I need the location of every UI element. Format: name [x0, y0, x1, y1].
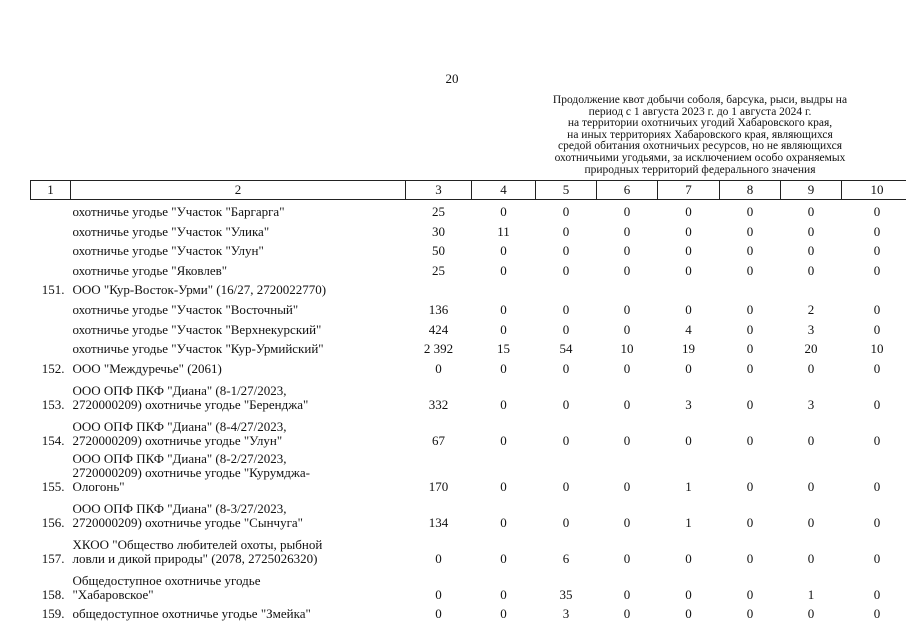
name-line: ловли и дикой природы" (2078, 2725026320) — [72, 550, 318, 566]
quota-value-col-8: 0 — [746, 478, 754, 494]
column-header: 2 — [71, 181, 406, 200]
table-row — [31, 602, 906, 622]
quota-value-col-9: 0 — [807, 360, 815, 376]
table-row — [31, 566, 906, 602]
quota-value-col-6: 0 — [623, 360, 631, 376]
quota-value-col-6: 0 — [623, 478, 631, 494]
quota-value-col-6: 0 — [623, 432, 631, 448]
quota-value-col-8: 0 — [746, 223, 754, 239]
header-line: Продолжение квот добычи соболя, барсука, рыси, выдры на — [552, 94, 848, 106]
quota-value-col-4: 15 — [497, 341, 510, 357]
table-row — [31, 530, 906, 566]
name-line: охотничье угодье "Участок "Восточный" — [72, 302, 299, 318]
column-header: 9 — [781, 181, 842, 200]
name-line: общедоступное охотничье угодье "Змейка" — [72, 606, 311, 622]
quota-value-col-5: 0 — [562, 243, 570, 259]
quota-value-col-3: 0 — [435, 360, 442, 376]
quota-value-col-4: 0 — [500, 586, 507, 602]
quota-value-col-10: 10 — [870, 341, 884, 357]
quota-value-col-4: 0 — [500, 432, 507, 448]
quota-value-col-8: 0 — [746, 432, 754, 448]
quota-value-col-3: 25 — [432, 204, 445, 220]
quota-value-col-10: 0 — [873, 586, 881, 602]
column-header: 6 — [597, 181, 658, 200]
quota-value-col-5: 0 — [562, 396, 570, 412]
quota-value-col-8: 0 — [746, 360, 754, 376]
quota-value-col-3: 134 — [428, 514, 449, 530]
column-header: 3 — [406, 181, 472, 200]
hunting-ground-name — [71, 494, 406, 530]
header-line: на иных территориях Хабаровского края, являющихся — [567, 128, 833, 141]
column-number-header — [31, 181, 906, 200]
quota-value-col-7: 1 — [685, 514, 692, 530]
quota-value-col-8: 0 — [746, 341, 754, 357]
quota-value-col-9: 0 — [807, 262, 815, 278]
quota-value-col-9: 0 — [807, 478, 815, 494]
quota-value-col-3: 136 — [428, 302, 449, 318]
quota-value-col-6: 0 — [623, 514, 631, 530]
table-row — [31, 448, 906, 494]
row-number: 154. — [41, 432, 65, 448]
quota-value-col-7: 0 — [685, 262, 692, 278]
quota-value-col-9: 0 — [807, 432, 815, 448]
row-number: 159. — [41, 606, 65, 622]
quota-value-col-9: 0 — [807, 243, 815, 259]
quota-value-col-5: 0 — [562, 302, 570, 318]
table-row — [31, 376, 906, 412]
row-number: 157. — [41, 550, 65, 566]
table-row — [31, 258, 906, 278]
quota-value-col-6 — [597, 278, 658, 298]
row-number: 152. — [41, 360, 65, 376]
quota-value-col-7: 1 — [685, 478, 692, 494]
quota-value-col-10: 0 — [873, 432, 881, 448]
hunting-ground-name — [71, 258, 406, 278]
name-line: 2720000209) охотничье угодье "Беренджа" — [72, 396, 309, 412]
name-line: охотничье угодье "Участок "Верхнекурский" — [72, 321, 322, 337]
quota-value-col-10 — [842, 278, 906, 298]
quota-value-col-5: 0 — [562, 478, 570, 494]
hunting-ground-name — [71, 376, 406, 412]
name-line: охотничье угодье "Участок "Улика" — [72, 223, 270, 239]
quota-value-col-8: 0 — [746, 396, 754, 412]
quota-value-col-7: 0 — [685, 243, 692, 259]
quota-value-col-7: 0 — [685, 204, 692, 220]
name-line: ООО ОПФ ПКФ "Диана" (8-1/27/2023, — [72, 382, 287, 398]
quota-value-col-4: 0 — [500, 550, 507, 566]
quota-value-col-5: 0 — [562, 223, 570, 239]
quota-value-col-4: 0 — [500, 396, 507, 412]
quota-value-col-8: 0 — [746, 606, 754, 622]
quota-value-col-10: 0 — [873, 243, 881, 259]
quota-value-col-3: 0 — [435, 586, 442, 602]
quota-value-col-9: 0 — [807, 204, 815, 220]
quota-value-col-9: 0 — [807, 514, 815, 530]
hunting-ground-name — [71, 602, 406, 622]
table-row — [31, 412, 906, 448]
quota-value-col-3 — [406, 278, 472, 298]
quota-value-col-10: 0 — [873, 302, 881, 318]
hunting-ground-name — [71, 297, 406, 317]
column-header: 1 — [31, 181, 71, 200]
quota-value-col-3: 424 — [428, 321, 449, 337]
quota-value-col-4: 0 — [500, 606, 507, 622]
quota-value-col-10: 0 — [873, 514, 881, 530]
quota-value-col-7: 0 — [685, 432, 692, 448]
quota-value-col-10: 0 — [873, 550, 881, 566]
quota-value-col-5: 0 — [562, 360, 570, 376]
row-number — [31, 239, 71, 259]
name-line: ООО ОПФ ПКФ "Диана" (8-3/27/2023, — [72, 500, 287, 516]
name-line: ООО ОПФ ПКФ "Диана" (8-2/27/2023, — [72, 450, 287, 466]
row-number — [31, 337, 71, 357]
quota-value-col-6: 0 — [623, 262, 631, 278]
name-line: ООО "Кур-Восток-Урми" (16/27, 2720022770) — [72, 282, 327, 298]
quota-value-col-4: 0 — [500, 478, 507, 494]
name-line: "Хабаровское" — [72, 586, 154, 602]
header-line: на территории охотничьих угодий Хабаровского края, — [567, 117, 833, 130]
quota-value-col-5 — [536, 278, 597, 298]
column-header: 5 — [536, 181, 597, 200]
table-body — [31, 200, 906, 622]
quota-value-col-8: 0 — [746, 262, 754, 278]
name-line: Ологонь" — [72, 478, 125, 494]
name-line: ООО "Междуречье" (2061) — [72, 360, 222, 376]
quota-value-col-7: 0 — [685, 550, 692, 566]
quota-value-col-5: 3 — [562, 606, 570, 622]
quota-value-col-4: 0 — [500, 321, 507, 337]
quota-value-col-9: 3 — [807, 321, 815, 337]
quota-value-col-3: 30 — [432, 223, 445, 239]
name-line: 2720000209) охотничье угодье "Курумджа- — [72, 464, 310, 480]
column-header: 8 — [720, 181, 781, 200]
row-number — [31, 258, 71, 278]
quota-value-col-5: 35 — [559, 586, 573, 602]
name-line: 2720000209) охотничье угодье "Улун" — [72, 432, 283, 448]
row-number: 153. — [41, 396, 65, 412]
quota-value-col-6: 0 — [623, 223, 631, 239]
hunting-ground-name — [71, 278, 406, 298]
quota-value-col-5: 0 — [562, 432, 570, 448]
hunting-ground-name — [71, 239, 406, 259]
quota-value-col-4: 11 — [497, 223, 510, 239]
table-row — [31, 337, 906, 357]
table-row — [31, 219, 906, 239]
quota-value-col-6: 0 — [623, 606, 631, 622]
quota-value-col-6: 0 — [623, 302, 631, 318]
row-number — [31, 297, 71, 317]
quota-value-col-9 — [781, 278, 842, 298]
page-number: 20 — [445, 71, 459, 86]
table-row — [31, 278, 906, 298]
hunting-ground-name — [71, 448, 406, 494]
quota-value-col-5: 0 — [562, 514, 570, 530]
quota-value-col-7: 0 — [685, 360, 692, 376]
quota-value-col-3: 67 — [432, 432, 445, 448]
quota-value-col-5: 0 — [562, 204, 570, 220]
quota-value-col-10: 0 — [873, 360, 881, 376]
quota-value-col-7: 0 — [685, 586, 692, 602]
quota-value-col-3: 50 — [432, 243, 445, 259]
quota-value-col-3: 2 392 — [423, 341, 454, 357]
quota-value-col-3: 332 — [428, 396, 449, 412]
quota-value-col-4: 0 — [500, 262, 507, 278]
quota-value-col-3: 0 — [435, 550, 442, 566]
quota-value-col-8: 0 — [746, 586, 754, 602]
name-line: охотничье угодье "Участок "Улун" — [72, 243, 264, 259]
column-header: 10 — [842, 181, 906, 200]
quota-value-col-3: 170 — [428, 478, 449, 494]
column-header: 7 — [658, 181, 720, 200]
table-row — [31, 239, 906, 259]
quota-value-col-4 — [472, 278, 536, 298]
quota-value-col-5: 6 — [562, 550, 570, 566]
hunting-ground-name — [71, 530, 406, 566]
name-line: ООО ОПФ ПКФ "Диана" (8-4/27/2023, — [72, 418, 287, 434]
quota-value-col-5: 0 — [562, 262, 570, 278]
quota-value-col-3: 0 — [435, 606, 442, 622]
quota-value-col-6: 0 — [623, 321, 631, 337]
quota-value-col-9: 20 — [804, 341, 818, 357]
quota-value-col-9: 1 — [807, 586, 815, 602]
quota-value-col-10: 0 — [873, 396, 881, 412]
quota-value-col-10: 0 — [873, 606, 881, 622]
table-row — [31, 494, 906, 530]
name-line: ХКОО "Общество любителей охоты, рыбной — [72, 536, 323, 552]
quota-value-col-10: 0 — [873, 321, 881, 337]
quota-value-col-4: 0 — [500, 360, 507, 376]
quota-value-col-6: 0 — [623, 550, 631, 566]
quota-value-col-6: 0 — [623, 396, 631, 412]
row-number: 151. — [41, 282, 65, 298]
quota-value-col-7: 3 — [685, 396, 692, 412]
quota-value-col-10: 0 — [873, 204, 881, 220]
hunting-ground-name — [71, 200, 406, 220]
name-line: охотничье угодье "Участок "Кур-Урмийский" — [72, 341, 324, 357]
quota-value-col-9: 0 — [807, 223, 815, 239]
row-number — [31, 219, 71, 239]
quota-value-col-9: 0 — [807, 550, 815, 566]
quota-value-col-8: 0 — [746, 302, 754, 318]
quota-value-col-6: 10 — [620, 341, 634, 357]
row-number — [31, 317, 71, 337]
hunting-ground-name — [71, 337, 406, 357]
quota-value-col-8: 0 — [746, 514, 754, 530]
row-number: 155. — [41, 478, 65, 494]
row-number — [31, 200, 71, 220]
continuation-header — [532, 95, 868, 176]
quota-value-col-7: 19 — [682, 341, 695, 357]
quota-value-col-7: 0 — [685, 606, 692, 622]
quota-value-col-10: 0 — [873, 262, 881, 278]
quota-value-col-10: 0 — [873, 478, 881, 494]
table-row — [31, 317, 906, 337]
quota-value-col-9: 0 — [807, 606, 815, 622]
table-row — [31, 200, 906, 220]
header-line: охотничьими угодьями, за исключением особо охраняемых — [554, 151, 846, 164]
row-number: 156. — [41, 514, 65, 530]
column-header: 4 — [472, 181, 536, 200]
quota-value-col-6: 0 — [623, 243, 631, 259]
quota-value-col-7: 4 — [685, 321, 692, 337]
quota-value-col-4: 0 — [500, 204, 507, 220]
header-line: природных территорий федерального значения — [584, 163, 816, 176]
header-line: средой обитания охотничьих ресурсов, но не являющихся — [557, 140, 842, 153]
name-line: охотничье угодье "Участок "Баргарга" — [72, 204, 285, 220]
name-line: 2720000209) охотничье угодье "Сынчуга" — [72, 514, 303, 530]
quota-value-col-5: 54 — [559, 341, 573, 357]
quota-value-col-7 — [658, 278, 720, 298]
quota-value-col-4: 0 — [500, 514, 507, 530]
quota-table — [30, 180, 906, 621]
name-line: Общедоступное охотничье угодье — [72, 572, 261, 588]
hunting-ground-name — [71, 566, 406, 602]
quota-value-col-8: 0 — [746, 243, 754, 259]
quota-value-col-6: 0 — [623, 586, 631, 602]
quota-value-col-4: 0 — [500, 302, 507, 318]
quota-value-col-10: 0 — [873, 223, 881, 239]
table-row — [31, 356, 906, 376]
quota-value-col-9: 3 — [807, 396, 815, 412]
hunting-ground-name — [71, 356, 406, 376]
hunting-ground-name — [71, 317, 406, 337]
quota-value-col-7: 0 — [685, 302, 692, 318]
quota-value-col-3: 25 — [432, 262, 445, 278]
quota-value-col-7: 0 — [685, 223, 692, 239]
quota-value-col-8: 0 — [746, 321, 754, 337]
hunting-ground-name — [71, 219, 406, 239]
quota-value-col-6: 0 — [623, 204, 631, 220]
quota-value-col-9: 2 — [807, 302, 815, 318]
row-number: 158. — [41, 586, 65, 602]
quota-value-col-8: 0 — [746, 204, 754, 220]
table-row — [31, 297, 906, 317]
header-line: период с 1 августа 2023 г. до 1 августа 2024 г. — [588, 105, 812, 118]
quota-value-col-4: 0 — [500, 243, 507, 259]
name-line: охотничье угодье "Яковлев" — [72, 262, 228, 278]
quota-value-col-5: 0 — [562, 321, 570, 337]
hunting-ground-name — [71, 412, 406, 448]
quota-value-col-8: 0 — [746, 550, 754, 566]
quota-value-col-8 — [720, 278, 781, 298]
